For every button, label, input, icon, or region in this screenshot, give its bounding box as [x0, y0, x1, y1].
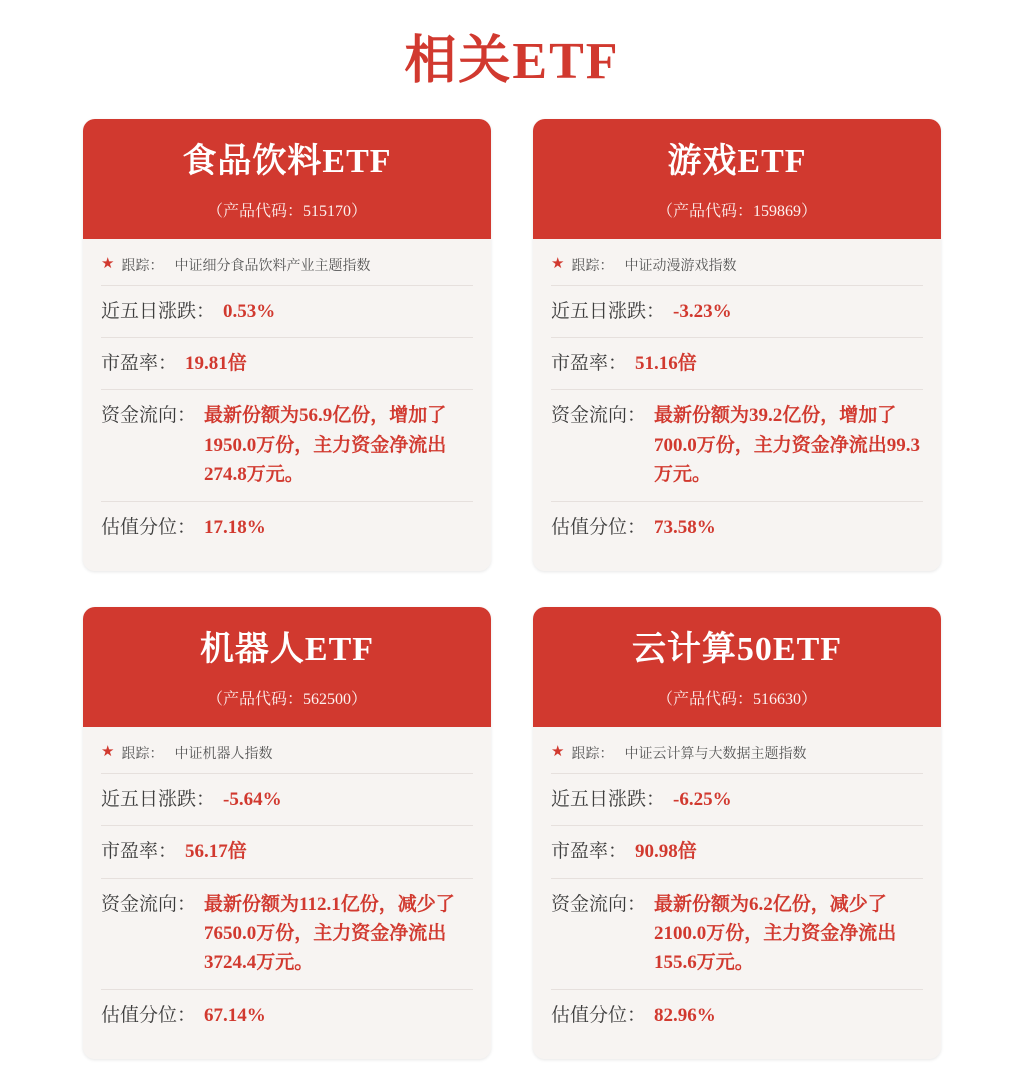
pe-row: [101, 825, 473, 877]
etf-card-body: [533, 239, 941, 572]
flow-label: 资金流向：: [101, 893, 197, 915]
five-day-row: [551, 285, 923, 337]
star-icon: ★: [551, 743, 565, 760]
track-value: 中证细分食品饮料产业主题指数: [174, 258, 371, 274]
code-value: 159869: [753, 202, 801, 220]
track-label: 跟踪：: [571, 258, 614, 274]
five-day-value: -6.25%: [673, 788, 732, 810]
five-day-row: [101, 285, 473, 337]
etf-name: 游戏ETF: [667, 143, 807, 180]
five-day-row: [101, 773, 473, 825]
flow-row: [101, 878, 473, 989]
etf-card[interactable]: [533, 119, 941, 571]
valuation-row: [101, 501, 473, 553]
five-day-label: 近五日涨跌：: [551, 300, 666, 322]
five-day-row: [551, 773, 923, 825]
code-prefix: （产品代码：: [656, 690, 753, 708]
pe-label: 市盈率：: [551, 352, 628, 374]
star-icon: ★: [101, 743, 115, 760]
track-value: 中证机器人指数: [174, 746, 273, 762]
page-title: 相关ETF: [404, 33, 620, 90]
valuation-label: 估值分位：: [551, 516, 647, 538]
five-day-value: -3.23%: [673, 300, 732, 322]
etf-code: [543, 686, 931, 709]
etf-card-grid: [0, 119, 1024, 1059]
pe-row: [551, 337, 923, 389]
code-value: 516630: [753, 690, 801, 708]
flow-label: 资金流向：: [551, 893, 647, 915]
valuation-row: [101, 989, 473, 1041]
track-value: 中证动漫游戏指数: [624, 258, 737, 274]
pe-row: [101, 337, 473, 389]
code-suffix: ）: [801, 202, 818, 220]
valuation-value: 73.58%: [654, 516, 716, 538]
flow-value: 最新份额为39.2亿份，增加了700.0万份，主力资金净流出99.3万元。: [654, 405, 921, 486]
code-value: 562500: [303, 690, 351, 708]
track-label: 跟踪：: [121, 746, 164, 762]
track-row: [551, 743, 923, 773]
valuation-row: [551, 989, 923, 1041]
etf-card-header: [533, 119, 941, 239]
flow-row: [551, 878, 923, 989]
star-icon: ★: [551, 255, 565, 272]
valuation-label: 估值分位：: [551, 1004, 647, 1026]
five-day-label: 近五日涨跌：: [101, 788, 216, 810]
etf-card[interactable]: [83, 607, 491, 1059]
etf-card-body: [533, 727, 941, 1060]
track-value: 中证云计算与大数据主题指数: [624, 746, 807, 762]
code-value: 515170: [303, 202, 351, 220]
etf-card-header: [83, 119, 491, 239]
etf-card-header: [83, 607, 491, 727]
track-label: 跟踪：: [121, 258, 164, 274]
code-suffix: ）: [351, 202, 368, 220]
five-day-value: 0.53%: [223, 300, 276, 322]
pe-value: 19.81倍: [185, 352, 247, 374]
code-prefix: （产品代码：: [206, 202, 303, 220]
flow-value: 最新份额为56.9亿份，增加了1950.0万份，主力资金净流出274.8万元。: [204, 405, 447, 486]
pe-value: 51.16倍: [635, 352, 697, 374]
valuation-row: [551, 501, 923, 553]
track-row: [551, 255, 923, 285]
pe-label: 市盈率：: [101, 352, 178, 374]
code-suffix: ）: [801, 690, 818, 708]
etf-name: 云计算50ETF: [631, 631, 843, 669]
star-icon: ★: [101, 255, 115, 272]
code-prefix: （产品代码：: [656, 202, 753, 220]
five-day-label: 近五日涨跌：: [551, 788, 666, 810]
etf-card[interactable]: [533, 607, 941, 1059]
etf-card[interactable]: [83, 119, 491, 571]
pe-value: 90.98倍: [635, 841, 697, 863]
flow-label: 资金流向：: [551, 405, 647, 427]
code-suffix: ）: [351, 690, 368, 708]
etf-name: 食品饮料ETF: [182, 143, 392, 180]
pe-value: 56.17倍: [185, 841, 247, 863]
etf-code: [543, 198, 931, 221]
pe-label: 市盈率：: [551, 841, 628, 863]
valuation-value: 67.14%: [204, 1004, 266, 1026]
pe-row: [551, 825, 923, 877]
valuation-label: 估值分位：: [101, 1004, 197, 1026]
flow-value: 最新份额为112.1亿份，减少了7650.0万份，主力资金净流出3724.4万元。: [204, 893, 455, 974]
track-row: [101, 743, 473, 773]
pe-label: 市盈率：: [101, 841, 178, 863]
code-prefix: （产品代码：: [206, 690, 303, 708]
etf-card-body: [83, 727, 491, 1060]
flow-value: 最新份额为6.2亿份，减少了2100.0万份，主力资金净流出155.6万元。: [654, 893, 897, 974]
valuation-value: 82.96%: [654, 1004, 716, 1026]
etf-card-body: [83, 239, 491, 572]
etf-code: [93, 198, 481, 221]
etf-card-header: [533, 607, 941, 727]
valuation-value: 17.18%: [204, 516, 266, 538]
track-label: 跟踪：: [571, 746, 614, 762]
etf-code: [93, 686, 481, 709]
flow-label: 资金流向：: [101, 405, 197, 427]
flow-row: [551, 389, 923, 500]
five-day-value: -5.64%: [223, 788, 282, 810]
valuation-label: 估值分位：: [101, 516, 197, 538]
track-row: [101, 255, 473, 285]
etf-name: 机器人ETF: [199, 631, 375, 669]
flow-row: [101, 389, 473, 500]
five-day-label: 近五日涨跌：: [101, 300, 216, 322]
